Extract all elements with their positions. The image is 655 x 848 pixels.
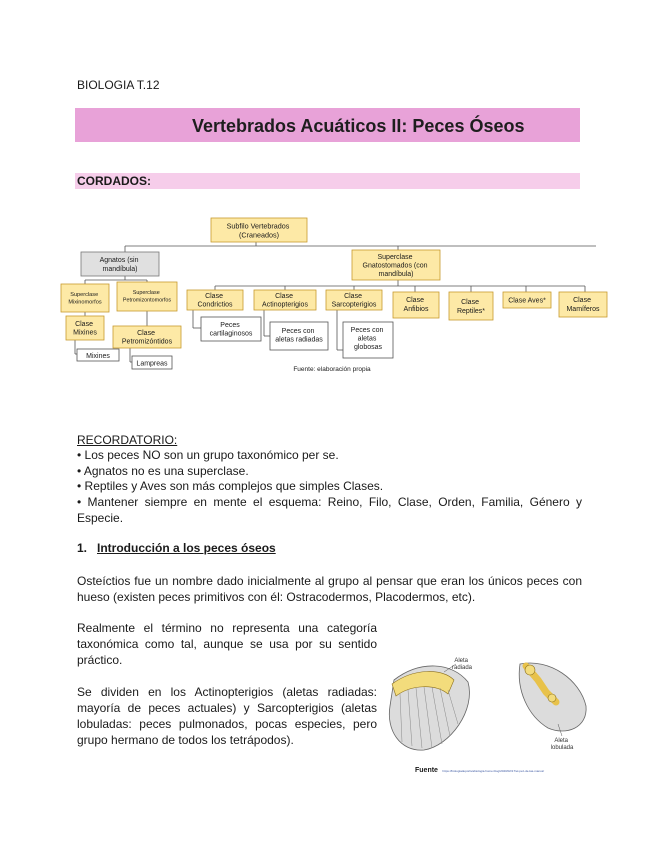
svg-text:Superclase Mixinomorfos: [68, 292, 101, 306]
node-aletas-radiadas-line2: aletas radiadas: [275, 336, 323, 344]
node-cartilaginosos-line2: cartilaginosos: [209, 330, 253, 338]
figure-source-label: Fuente: [415, 767, 438, 774]
figure-source: [415, 759, 544, 777]
node-sarcopterigios-line1: Clase: [344, 293, 362, 300]
title-banner: [75, 108, 580, 142]
node-clase-mixines-line2: Mixines: [73, 329, 97, 337]
reminder-item: • Agnatos no es una superclase.: [77, 464, 249, 478]
reminder-item: • Los peces NO son un grupo taxonómico per se.: [77, 448, 339, 462]
label-lobulada-line1: Aleta: [554, 738, 569, 744]
node-actinopterigios-line2: Actinopterigios: [262, 301, 308, 309]
section-heading: [77, 541, 276, 555]
node-agnatos-line1: Agnatos (sin: [99, 257, 139, 264]
label-radiada-line1: Aleta: [454, 658, 469, 664]
node-mixines: Mixines: [86, 353, 110, 360]
node-gnatostomados-line2: Gnatostomados (con: [362, 262, 428, 270]
node-mamiferos-line1: Clase: [573, 297, 591, 304]
svg-text:Clase Mixines: [73, 321, 97, 337]
node-root-line2: (Craneados): [239, 230, 279, 240]
node-agnatos-line2: mandíbula): [102, 266, 138, 273]
node-mixinomorfos-line2: Mixinomorfos: [68, 299, 102, 306]
figure-source-url[interactable]: https://biologiadeportivabiologia.home.blog/2020/02/17/el-pez-de-las-manos/: [442, 769, 545, 773]
label-lobulada-line2: lobulada: [550, 745, 574, 751]
node-condrictios-line2: Condrictios: [197, 301, 233, 309]
node-petromizontidos-line1: Clase: [137, 330, 155, 337]
node-petromizontidos-line2: Petromizóntidos: [121, 338, 173, 346]
node-condrictios-line1: Clase: [205, 293, 223, 300]
node-mamiferos-line2: Mamíferos: [566, 306, 600, 313]
diagram-source: Fuente: elaboración propia: [293, 366, 371, 373]
node-reptiles-line2: Reptiles*: [456, 308, 486, 315]
svg-text:Aleta lobulada: [551, 738, 574, 751]
node-gnatostomados-line1: Superclase: [377, 254, 413, 261]
node-gnatostomados-line3: mandíbula): [378, 271, 414, 278]
section-heading-label: Introducción a los peces óseos: [97, 541, 276, 555]
reminder-title: RECORDATORIO:: [77, 433, 178, 447]
node-lampreas: Lampreas: [136, 360, 168, 368]
node-sarcopterigios-line2: Sarcopterigios: [331, 301, 377, 309]
fin-illustration: [380, 650, 600, 760]
svg-text:Aleta radiada: [452, 658, 473, 671]
label-radiada-line2: radiada: [451, 665, 473, 671]
node-root-line1: Subfilo Vertebrados: [226, 221, 290, 231]
node-reptiles-line1: Clase: [461, 299, 479, 306]
course-label: BIOLOGIA T.12: [77, 78, 160, 92]
node-aves: Clase Aves*: [508, 297, 546, 305]
page-title: Vertebrados Acuáticos II: Peces Óseos: [192, 116, 525, 136]
node-clase-mixines-line1: Clase: [75, 321, 93, 328]
lobed-fin-drawing: [519, 663, 586, 736]
section-title: CORDADOS:: [77, 174, 151, 188]
node-mixinomorfos-line1: Superclase: [70, 292, 99, 298]
node-actinopterigios-line1: Clase: [275, 293, 293, 300]
paragraph: Osteíctios fue un nombre dado inicialmente al grupo al pensar que eran los únicos peces con hueso (existen peces primitivos con él: Ostracodermos, Placodermos, etc).: [77, 574, 582, 604]
paragraph: Se dividen en los Actinopterigios (aletas radiadas: mayoría de peces actuales) y Sarcopterigios (aletas lobuladas: peces pulmonados, pocas especies, pero grupo hermano de todos los tetrápodos).: [77, 685, 377, 747]
paragraph: Realmente el término no representa una categoría taxonómica como tal, aunque se usa por su sentido práctico.: [77, 621, 377, 667]
node-petromizontomorfos-line2: Petromizontomorfos: [122, 297, 172, 304]
section-number: 1.: [77, 541, 88, 555]
reminder-item: • Reptiles y Aves son más complejos que simples Clases.: [77, 479, 384, 493]
node-cartilaginosos-line1: Peces: [220, 322, 240, 329]
reminder-item: • Mantener siempre en mente el esquema: Reino, Filo, Clase, Orden, Familia, Género y Especie.: [77, 495, 582, 525]
node-aletas-globosas-line1: Peces con: [350, 327, 384, 334]
section-banner: [75, 173, 580, 189]
node-anfibios-line1: Clase: [406, 297, 424, 304]
taxonomy-diagram: [55, 210, 615, 380]
radiated-fin-drawing: [389, 664, 469, 750]
node-aletas-globosas-line2: aletas: [357, 335, 377, 343]
node-aletas-globosas-line3: globosas: [353, 344, 383, 351]
svg-text:Peces con aletas radiada: [275, 328, 323, 344]
node-anfibios-line2: Anfibios: [403, 306, 429, 313]
node-aletas-radiadas-line1: Peces con: [281, 328, 315, 335]
node-petromizontomorfos-line1: Superclase: [132, 290, 160, 296]
